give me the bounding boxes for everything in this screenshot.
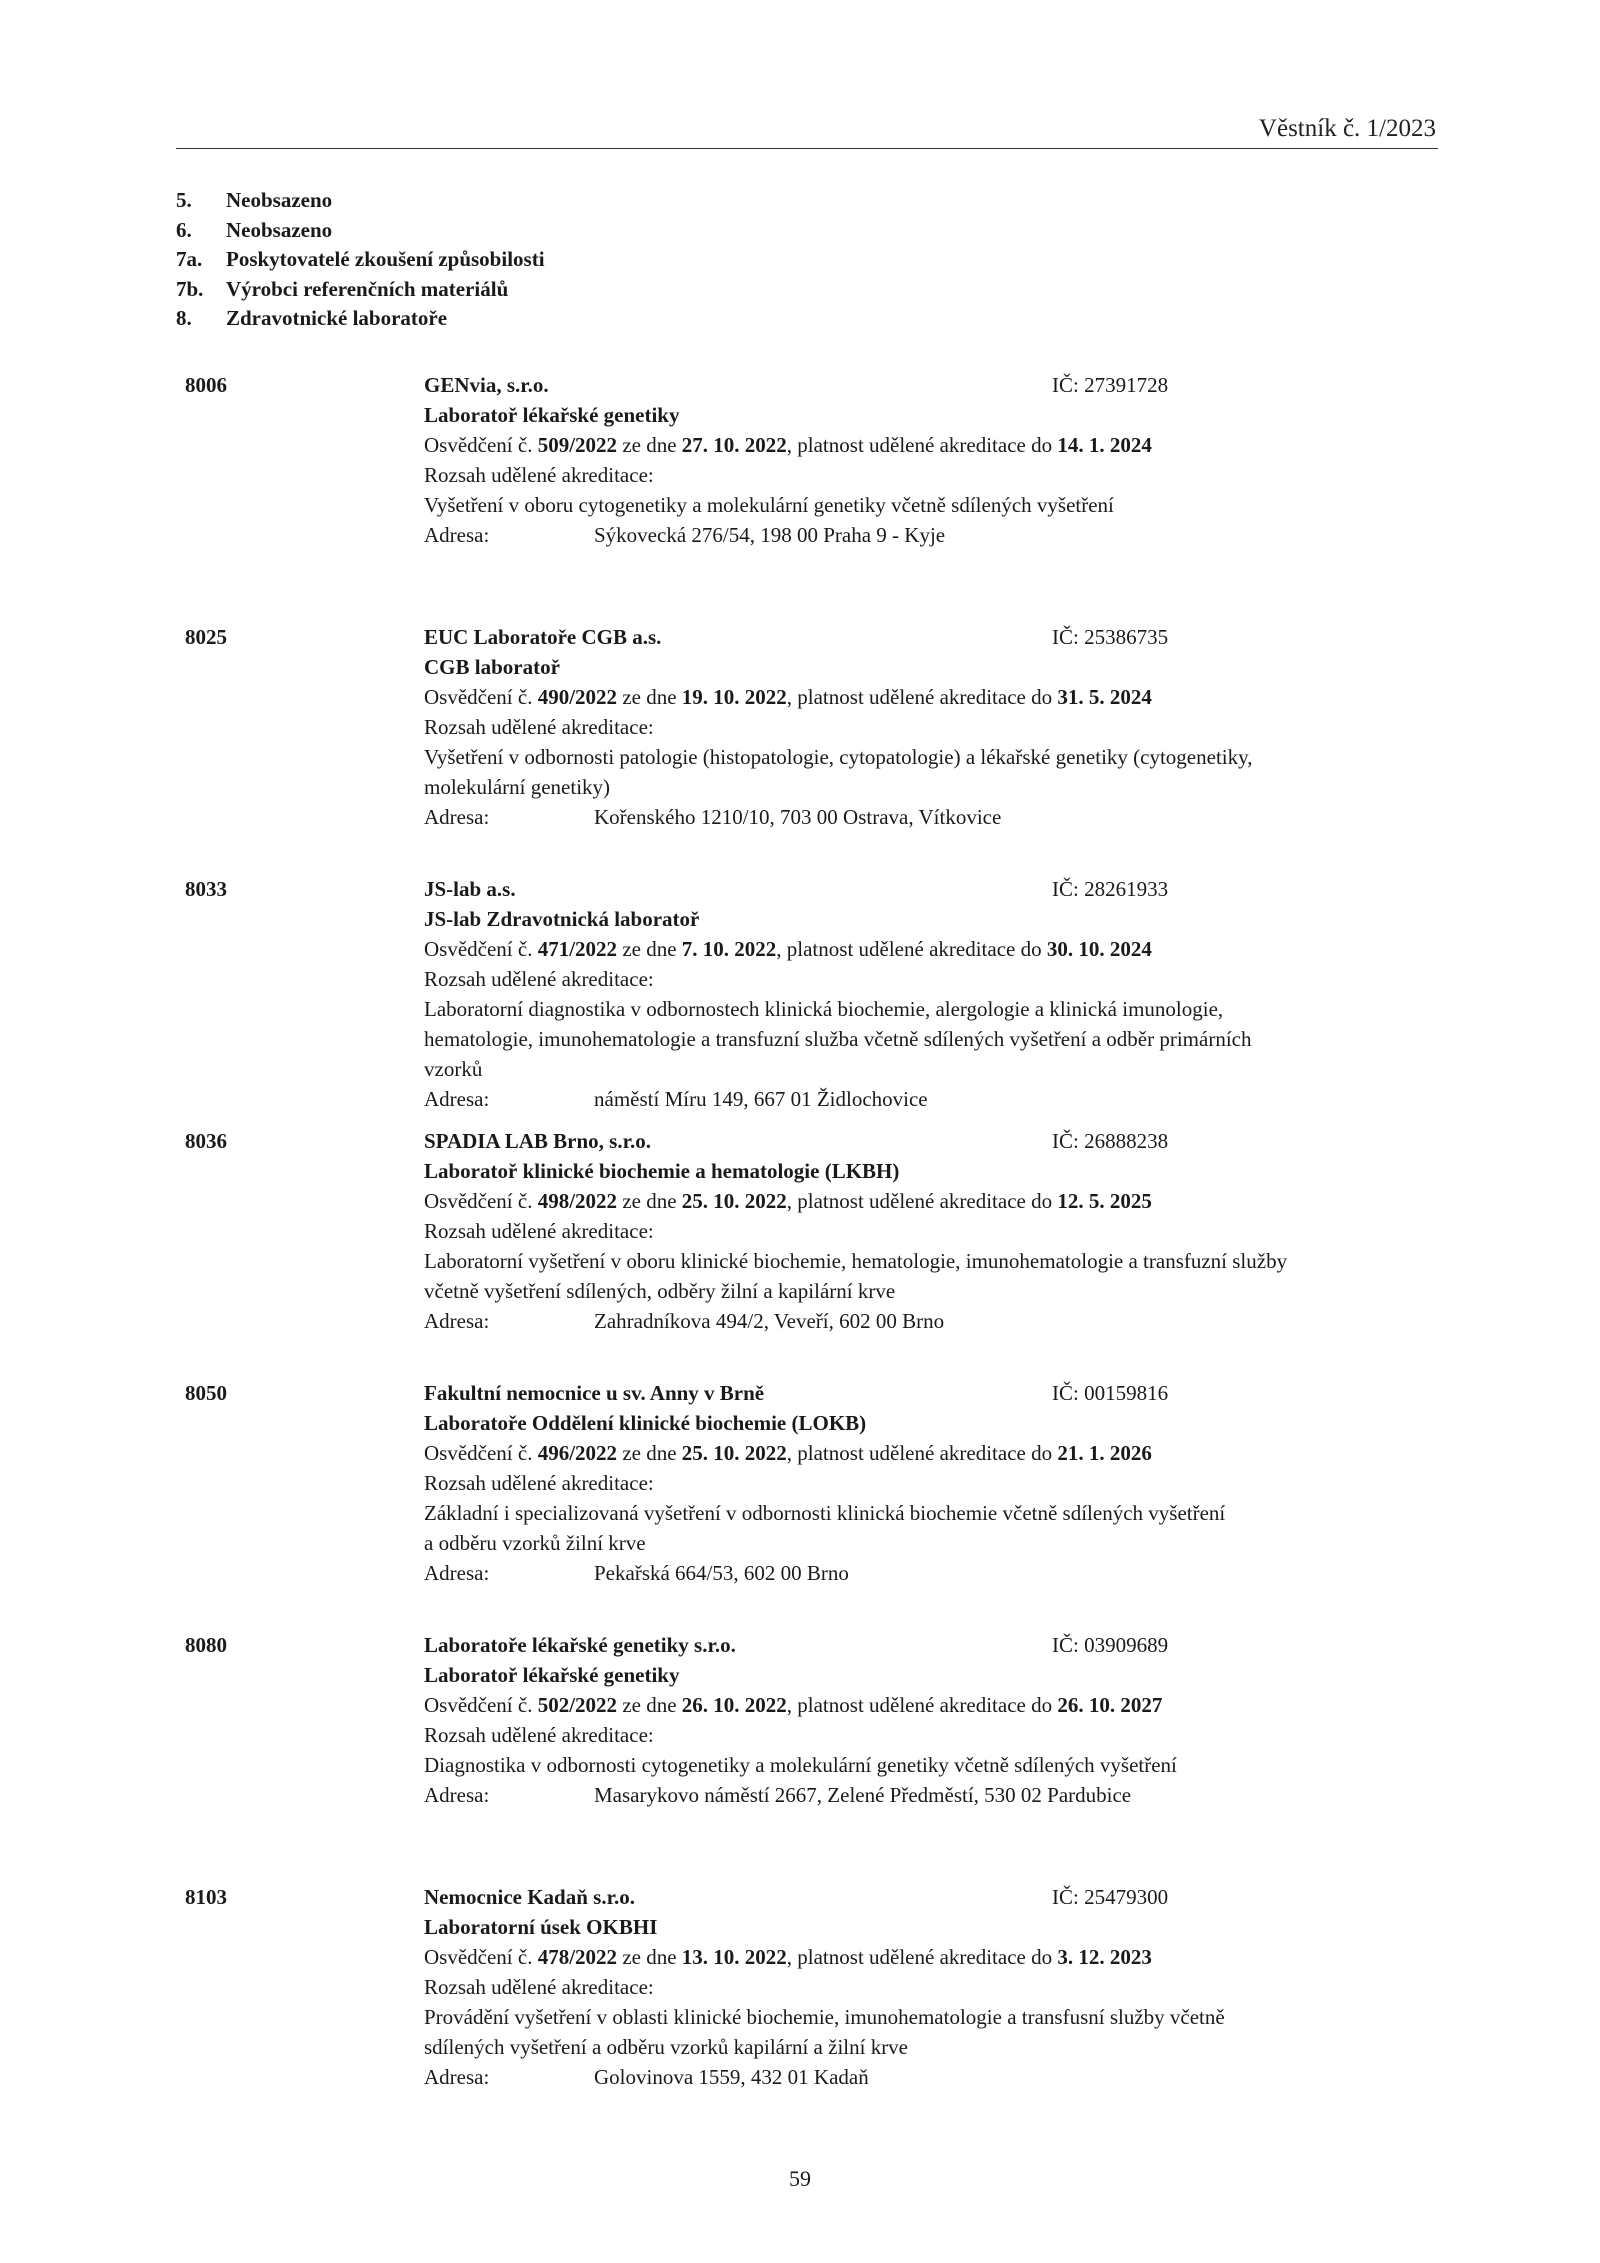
cert-date: 25. 10. 2022 [681, 1441, 787, 1465]
address-value: Zahradníkova 494/2, Veveří, 602 00 Brno [594, 1309, 945, 1333]
address-label: Adresa: [424, 1087, 490, 1111]
certificate-line [424, 430, 1152, 460]
address-value: Pekařská 664/53, 602 00 Brno [594, 1561, 849, 1585]
laboratory-entry [0, 1378, 1600, 1630]
page-number: 59 [789, 2166, 811, 2191]
scope-text [424, 2002, 1434, 2062]
scope-label: Rozsah udělené akreditace: [424, 1975, 654, 1999]
valid-until: 30. 10. 2024 [1046, 937, 1152, 961]
scope-label: Rozsah udělené akreditace: [424, 715, 654, 739]
company-id: IČ: 27391728 [1052, 373, 1169, 397]
scope-line: hematologie, imunohematologie a transfuzní služba včetně sdílených vyšetření a odběr primárních [424, 1027, 1252, 1051]
scope-line: včetně vyšetření sdílených, odběry žilní a kapilární krve [424, 1279, 896, 1303]
company-id: IČ: 26888238 [1052, 1129, 1169, 1153]
laboratory-name: Laboratoř lékařské genetiky [424, 1663, 680, 1687]
address-label: Adresa: [424, 1783, 490, 1807]
cert-date-prefix: ze dne [622, 433, 677, 457]
section-item [176, 275, 545, 305]
address-value: Sýkovecká 276/54, 198 00 Praha 9 - Kyje [594, 523, 946, 547]
certificate-line [424, 682, 1152, 712]
address-line [424, 2062, 869, 2092]
scope-line: Laboratorní vyšetření v oboru klinické biochemie, hematologie, imunohematologie a transfuzní služby [424, 1249, 1288, 1273]
cert-date-prefix: ze dne [622, 685, 677, 709]
laboratory-name: CGB laboratoř [424, 655, 560, 679]
validity-prefix: , platnost udělené akreditace do [786, 1693, 1053, 1717]
laboratory-entry [0, 874, 1600, 1126]
company-name: EUC Laboratoře CGB a.s. [424, 625, 662, 649]
scope-text [424, 742, 1434, 802]
laboratory-entry [0, 1882, 1600, 2134]
cert-date: 13. 10. 2022 [681, 1945, 787, 1969]
laboratory-name: Laboratoř klinické biochemie a hematologie (LKBH) [424, 1159, 900, 1183]
section-label: Neobsazeno [226, 188, 333, 212]
certificate-line [424, 1438, 1152, 1468]
section-item [176, 186, 545, 216]
scope-text [424, 1246, 1434, 1306]
scope-line: Vyšetření v oboru cytogenetiky a molekulární genetiky včetně sdílených vyšetření [424, 493, 1114, 517]
entry-code: 8036 [185, 1129, 227, 1153]
address-label: Adresa: [424, 2065, 490, 2089]
entry-code: 8006 [185, 373, 227, 397]
scope-line: Diagnostika v odbornosti cytogenetiky a molekulární genetiky včetně sdílených vyšetření [424, 1753, 1177, 1777]
cert-prefix: Osvědčení č. [424, 433, 533, 457]
cert-date: 26. 10. 2022 [681, 1693, 787, 1717]
valid-until: 3. 12. 2023 [1057, 1945, 1152, 1969]
address-value: náměstí Míru 149, 667 01 Židlochovice [594, 1087, 928, 1111]
address-label: Adresa: [424, 1561, 490, 1585]
validity-prefix: , platnost udělené akreditace do [776, 937, 1042, 961]
scope-line: Provádění vyšetření v oblasti klinické biochemie, imunohematologie a transfusní služby včetně [424, 2005, 1225, 2029]
address-value: Kořenského 1210/10, 703 00 Ostrava, Vítkovice [594, 805, 1002, 829]
valid-until: 21. 1. 2026 [1057, 1441, 1152, 1465]
address-label: Adresa: [424, 1309, 490, 1333]
valid-until: 14. 1. 2024 [1057, 433, 1152, 457]
entry-code: 8025 [185, 625, 227, 649]
cert-date: 7. 10. 2022 [681, 937, 777, 961]
address-value: Golovinova 1559, 432 01 Kadaň [594, 2065, 869, 2089]
scope-line: Laboratorní diagnostika v odbornostech klinická biochemie, alergologie a klinická imunologie, [424, 997, 1224, 1021]
scope-label: Rozsah udělené akreditace: [424, 1219, 654, 1243]
certificate-line [424, 1942, 1152, 1972]
section-label: Výrobci referenčních materiálů [226, 276, 509, 301]
cert-date-prefix: ze dne [622, 1189, 677, 1213]
entry-code: 8050 [185, 1381, 227, 1405]
cert-date-prefix: ze dne [622, 1441, 677, 1465]
section-number: 5. [176, 188, 192, 212]
cert-prefix: Osvědčení č. [424, 1945, 533, 1969]
address-line [424, 520, 945, 550]
validity-prefix: , platnost udělené akreditace do [786, 433, 1053, 457]
company-id: IČ: 25386735 [1052, 625, 1169, 649]
scope-line: vzorků [424, 1057, 483, 1081]
scope-line: sdílených vyšetření a odběru vzorků kapilární a žilní krve [424, 2035, 909, 2059]
laboratory-name: Laboratoř lékařské genetiky [424, 403, 680, 427]
company-id: IČ: 25479300 [1052, 1885, 1169, 1909]
address-label: Adresa: [424, 805, 490, 829]
entry-code: 8080 [185, 1633, 227, 1657]
scope-line: Vyšetření v odbornosti patologie (histopatologie, cytopatologie) a lékařské genetiky (cytogenetiky, [424, 745, 1253, 769]
valid-until: 26. 10. 2027 [1057, 1693, 1163, 1717]
scope-label: Rozsah udělené akreditace: [424, 1723, 654, 1747]
company-name: Laboratoře lékařské genetiky s.r.o. [424, 1633, 736, 1657]
laboratory-entry [0, 370, 1600, 622]
company-id: IČ: 03909689 [1052, 1633, 1169, 1657]
laboratory-name: JS-lab Zdravotnická laboratoř [424, 907, 700, 931]
laboratory-entry [0, 622, 1600, 874]
laboratory-entry [0, 1630, 1600, 1882]
address-line [424, 1306, 944, 1336]
scope-text [424, 1750, 1434, 1780]
section-number: 8. [176, 306, 192, 330]
cert-number: 471/2022 [537, 937, 618, 961]
scope-line: Základní i specializovaná vyšetření v odbornosti klinická biochemie včetně sdílených vyšetření [424, 1501, 1226, 1525]
cert-prefix: Osvědčení č. [424, 1441, 533, 1465]
cert-number: 496/2022 [537, 1441, 618, 1465]
section-label: Neobsazeno [226, 217, 333, 242]
company-name: JS-lab a.s. [424, 877, 516, 901]
validity-prefix: , platnost udělené akreditace do [786, 1945, 1053, 1969]
cert-number: 478/2022 [537, 1945, 618, 1969]
address-line [424, 802, 1001, 832]
company-name: GENvia, s.r.o. [424, 373, 549, 397]
cert-prefix: Osvědčení č. [424, 1693, 533, 1717]
scope-label: Rozsah udělené akreditace: [424, 967, 654, 991]
company-id: IČ: 28261933 [1052, 877, 1169, 901]
cert-number: 502/2022 [537, 1693, 618, 1717]
section-number: 7b. [176, 276, 204, 301]
laboratory-entry [0, 1126, 1600, 1378]
address-line [424, 1558, 849, 1588]
section-list [176, 186, 545, 334]
bulletin-title: Věstník č. 1/2023 [1258, 115, 1436, 142]
scope-label: Rozsah udělené akreditace: [424, 463, 654, 487]
company-name: Nemocnice Kadaň s.r.o. [424, 1885, 635, 1909]
scope-text [424, 490, 1434, 520]
valid-until: 12. 5. 2025 [1057, 1189, 1152, 1213]
certificate-line [424, 1690, 1162, 1720]
section-item [176, 245, 545, 275]
cert-number: 509/2022 [537, 433, 618, 457]
validity-prefix: , platnost udělené akreditace do [786, 1189, 1053, 1213]
company-name: SPADIA LAB Brno, s.r.o. [424, 1129, 651, 1153]
laboratory-name: Laboratorní úsek OKBHI [424, 1915, 658, 1939]
address-line [424, 1780, 1131, 1810]
cert-prefix: Osvědčení č. [424, 937, 533, 961]
cert-date: 25. 10. 2022 [681, 1189, 787, 1213]
address-line [424, 1084, 928, 1114]
certificate-line [424, 1186, 1152, 1216]
scope-line: a odběru vzorků žilní krve [424, 1531, 646, 1555]
scope-text [424, 1498, 1434, 1558]
section-number: 6. [176, 217, 192, 242]
cert-date: 19. 10. 2022 [681, 685, 787, 709]
valid-until: 31. 5. 2024 [1057, 685, 1152, 709]
section-label: Poskytovatelé zkoušení způsobilosti [226, 247, 545, 271]
section-item [176, 216, 545, 246]
entry-code: 8033 [185, 877, 227, 901]
address-value: Masarykovo náměstí 2667, Zelené Předměstí, 530 02 Pardubice [594, 1783, 1132, 1807]
section-item [176, 304, 545, 334]
section-label: Zdravotnické laboratoře [226, 306, 448, 330]
section-number: 7a. [176, 247, 203, 271]
cert-prefix: Osvědčení č. [424, 1189, 533, 1213]
cert-prefix: Osvědčení č. [424, 685, 533, 709]
validity-prefix: , platnost udělené akreditace do [786, 685, 1053, 709]
entry-code: 8103 [185, 1885, 227, 1909]
validity-prefix: , platnost udělené akreditace do [786, 1441, 1053, 1465]
scope-text [424, 994, 1434, 1084]
address-label: Adresa: [424, 523, 490, 547]
scope-label: Rozsah udělené akreditace: [424, 1471, 654, 1495]
page-header [176, 112, 1438, 149]
laboratory-entries [0, 370, 1600, 2134]
cert-date-prefix: ze dne [622, 1945, 677, 1969]
laboratory-name: Laboratoře Oddělení klinické biochemie (LOKB) [424, 1411, 867, 1435]
certificate-line [424, 934, 1152, 964]
company-id: IČ: 00159816 [1052, 1381, 1169, 1405]
cert-number: 490/2022 [537, 685, 618, 709]
scope-line: molekulární genetiky) [424, 775, 611, 799]
company-name: Fakultní nemocnice u sv. Anny v Brně [424, 1381, 765, 1405]
cert-date-prefix: ze dne [622, 937, 677, 961]
cert-date-prefix: ze dne [622, 1693, 677, 1717]
cert-number: 498/2022 [537, 1189, 618, 1213]
cert-date: 27. 10. 2022 [681, 433, 787, 457]
